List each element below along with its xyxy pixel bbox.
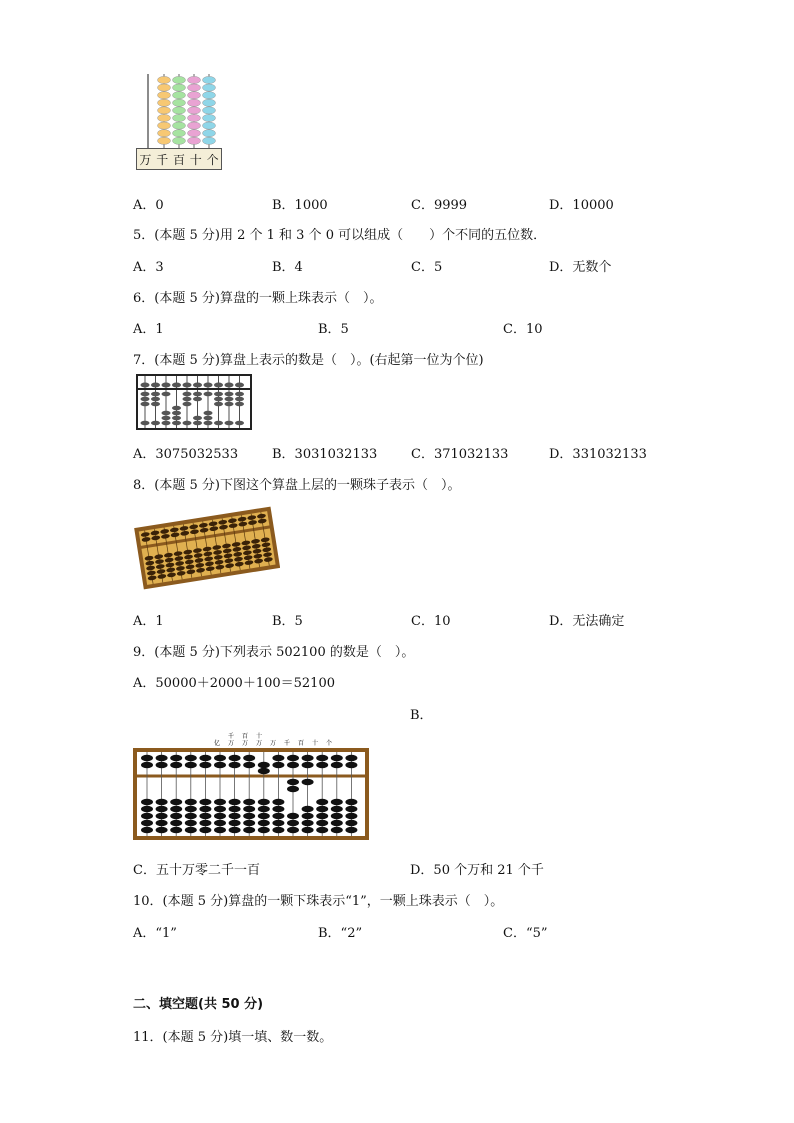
q9-option-d[interactable]: D．50 个万和 21 个千	[410, 863, 544, 878]
abacus-lower-bead	[287, 779, 299, 785]
counter-label-bai: 百	[172, 152, 185, 167]
abacus-lower-bead	[170, 827, 182, 833]
counter-bead	[173, 114, 186, 121]
abacus-lower-bead	[214, 813, 226, 819]
counter-bead	[203, 122, 216, 129]
abacus-lower-bead	[243, 799, 255, 805]
abacus-lower-bead	[272, 827, 284, 833]
counter-bead	[173, 130, 186, 137]
abacus-upper-bead	[151, 383, 160, 388]
abacus-lower-bead	[258, 813, 270, 819]
abacus-upper-bead	[185, 762, 197, 768]
abacus-upper-bead	[229, 755, 241, 761]
q6-stem: 6．(本题 5 分)算盘的一颗上珠表示（ ）。	[133, 291, 383, 306]
abacus-top-label-qian: 千	[227, 733, 235, 740]
abacus-lower-bead	[170, 813, 182, 819]
abacus-label-qian: 千	[283, 740, 291, 747]
counter-bead	[173, 99, 186, 106]
abacus-lower-bead	[272, 820, 284, 826]
abacus-lower-bead	[229, 806, 241, 812]
abacus-lower-bead	[214, 392, 223, 397]
abacus-lower-bead	[258, 827, 270, 833]
abacus-mid-label-wan-2: 万	[241, 740, 249, 747]
counter-bead	[158, 114, 171, 121]
abacus-lower-bead	[258, 820, 270, 826]
abacus-lower-bead	[204, 416, 213, 421]
abacus-lower-bead	[229, 799, 241, 805]
abacus-upper-bead	[170, 762, 182, 768]
abacus-upper-bead	[170, 755, 182, 761]
abacus-upper-bead	[316, 762, 328, 768]
abacus-lower-bead	[193, 421, 202, 426]
q10-stem: 10．(本题 5 分)算盘的一颗下珠表示“1”，一颗上珠表示（ ）。	[133, 894, 504, 909]
abacus-lower-bead	[225, 392, 234, 397]
q4-option-a[interactable]: A．0	[133, 198, 164, 213]
q8-option-a[interactable]: A．1	[133, 614, 164, 629]
abacus-lower-bead	[193, 392, 202, 397]
q7-option-c[interactable]: C．371032133	[411, 447, 509, 462]
abacus-lower-bead	[331, 799, 343, 805]
abacus-lower-bead	[331, 813, 343, 819]
abacus-mid-label-wan-3: 万	[255, 740, 263, 747]
counter-bead	[203, 114, 216, 121]
counter-bead	[158, 122, 171, 129]
q9-option-c[interactable]: C．五十万零二千一百	[133, 863, 260, 878]
abacus-upper-bead	[162, 383, 171, 388]
q7-abacus-image	[136, 374, 256, 432]
counter-bead	[173, 107, 186, 114]
counter-bead	[173, 137, 186, 144]
abacus-lower-bead	[183, 402, 192, 407]
counter-bead	[188, 137, 201, 144]
abacus-lower-bead	[214, 421, 223, 426]
abacus-lower-bead	[229, 827, 241, 833]
q7-option-b[interactable]: B．3031032133	[272, 447, 378, 462]
abacus-lower-bead	[156, 813, 168, 819]
q10-option-a[interactable]: A．“1”	[133, 926, 177, 941]
abacus-lower-bead	[331, 827, 343, 833]
counter-bead	[173, 84, 186, 91]
counter-bead	[203, 76, 216, 83]
abacus-lower-bead	[183, 392, 192, 397]
abacus-lower-bead	[345, 827, 357, 833]
abacus-upper-bead	[199, 755, 211, 761]
abacus-label-ge: 个	[325, 740, 333, 747]
abacus-lower-bead	[214, 806, 226, 812]
q4-option-d[interactable]: D．10000	[549, 198, 614, 213]
abacus-upper-bead	[214, 762, 226, 768]
q10-option-c[interactable]: C．“5”	[503, 926, 548, 941]
abacus-lower-bead	[193, 416, 202, 421]
abacus-upper-bead	[243, 755, 255, 761]
abacus-lower-bead	[272, 813, 284, 819]
counter-bead	[188, 92, 201, 99]
counter-bead	[203, 92, 216, 99]
counter-bead	[158, 130, 171, 137]
counter-bead	[203, 137, 216, 144]
abacus-lower-bead	[331, 806, 343, 812]
abacus-lower-bead	[183, 397, 192, 402]
abacus-upper-bead	[156, 755, 168, 761]
q4-option-c[interactable]: C．9999	[411, 198, 468, 213]
abacus-lower-bead	[272, 806, 284, 812]
abacus-lower-bead	[141, 820, 153, 826]
abacus-lower-bead	[156, 806, 168, 812]
abacus-upper-bead	[287, 755, 299, 761]
q8-stem: 8．(本题 5 分)下图这个算盘上层的一颗珠子表示（ ）。	[133, 478, 461, 493]
abacus-lower-bead	[156, 827, 168, 833]
q11-stem: 11．(本题 5 分)填一填、数一数。	[133, 1030, 333, 1045]
q8-option-b[interactable]: B．5	[272, 614, 303, 629]
abacus-lower-bead	[185, 799, 197, 805]
abacus-upper-bead	[225, 383, 234, 388]
abacus-label-wan: 万	[269, 740, 277, 747]
abacus-upper-bead	[204, 383, 213, 388]
abacus-lower-bead	[172, 416, 181, 421]
counter-bead	[158, 84, 171, 91]
abacus-lower-bead	[199, 799, 211, 805]
abacus-lower-bead	[272, 799, 284, 805]
abacus-lower-bead	[141, 402, 150, 407]
section-2-title: 二、填空题(共 50 分)	[133, 997, 264, 1012]
abacus-lower-bead	[214, 820, 226, 826]
q9-option-b[interactable]: B．	[410, 708, 433, 723]
abacus-upper-bead	[141, 762, 153, 768]
abacus-lower-bead	[214, 397, 223, 402]
abacus-lower-bead	[141, 392, 150, 397]
abacus-upper-bead	[243, 762, 255, 768]
abacus-lower-bead	[204, 411, 213, 416]
abacus-lower-bead	[287, 820, 299, 826]
q6-option-c[interactable]: C．10	[503, 322, 543, 337]
abacus-lower-bead	[287, 813, 299, 819]
abacus-upper-bead	[345, 755, 357, 761]
abacus-lower-bead	[170, 806, 182, 812]
abacus-upper-bead	[229, 762, 241, 768]
q7-stem: 7．(本题 5 分)算盘上表示的数是（ ）。(右起第一位为个位)	[133, 353, 484, 368]
q8-option-c[interactable]: C．10	[411, 614, 451, 629]
abacus-group	[136, 509, 277, 587]
counter-label-box	[136, 148, 222, 170]
abacus-upper-bead	[141, 755, 153, 761]
abacus-lower-bead	[204, 421, 213, 426]
q4-option-b[interactable]: B．1000	[272, 198, 328, 213]
q9-option-a[interactable]: A．50000＋2000＋100＝52100	[133, 676, 335, 691]
counter-label-wan: 万	[139, 152, 152, 167]
q5-option-c[interactable]: C．5	[411, 260, 443, 275]
abacus-upper-bead	[331, 762, 343, 768]
abacus-lower-bead	[162, 411, 171, 416]
abacus-lower-bead	[162, 421, 171, 426]
abacus-lower-bead	[141, 397, 150, 402]
abacus-lower-bead	[345, 813, 357, 819]
counter-label-qian: 千	[156, 152, 169, 167]
abacus-lower-bead	[151, 397, 160, 402]
abacus-upper-bead	[183, 383, 192, 388]
abacus-lower-bead	[151, 421, 160, 426]
abacus-lower-bead	[162, 392, 171, 397]
q9-abacus-image	[133, 730, 369, 840]
counter-bead	[188, 84, 201, 91]
counter-label-shi: 十	[189, 152, 202, 167]
q10-option-b[interactable]: B．“2”	[318, 926, 363, 941]
counter-bead	[158, 76, 171, 83]
abacus-upper-bead	[302, 755, 314, 761]
abacus-lower-bead	[316, 813, 328, 819]
q5-option-b[interactable]: B．4	[272, 260, 303, 275]
abacus-lower-bead	[170, 820, 182, 826]
q8-abacus-image	[134, 503, 280, 591]
abacus-upper-bead	[235, 383, 244, 388]
abacus-upper-bead	[193, 383, 202, 388]
abacus-lower-bead	[193, 397, 202, 402]
abacus-lower-bead	[185, 827, 197, 833]
abacus-lower-bead	[235, 397, 244, 402]
abacus-lower-bead	[258, 806, 270, 812]
abacus-upper-bead	[258, 768, 270, 774]
q5-stem: 5．(本题 5 分)用 2 个 1 和 3 个 0 可以组成（ ）个不同的五位数．	[133, 228, 547, 243]
abacus-lower-bead	[302, 813, 314, 819]
abacus-lower-bead	[287, 786, 299, 792]
abacus-lower-bead	[345, 799, 357, 805]
abacus-upper-bead	[185, 755, 197, 761]
abacus-lower-bead	[199, 806, 211, 812]
counter-bead	[203, 84, 216, 91]
counter-bead	[173, 76, 186, 83]
counter-bead	[203, 107, 216, 114]
abacus-lower-bead	[229, 820, 241, 826]
abacus-label-shi: 十	[311, 740, 319, 747]
abacus-lower-bead	[214, 799, 226, 805]
q7-option-a[interactable]: A．3075032533	[133, 447, 239, 462]
abacus-lower-bead	[172, 411, 181, 416]
abacus-upper-bead	[302, 762, 314, 768]
abacus-lower-bead	[185, 806, 197, 812]
q5-option-a[interactable]: A．3	[133, 260, 164, 275]
abacus-lower-bead	[214, 402, 223, 407]
abacus-lower-bead	[243, 820, 255, 826]
counter-bead	[173, 92, 186, 99]
abacus-upper-bead	[316, 755, 328, 761]
abacus-upper-bead	[141, 383, 150, 388]
abacus-lower-bead	[141, 421, 150, 426]
abacus-lower-bead	[151, 392, 160, 397]
counter-bead	[188, 114, 201, 121]
abacus-lower-bead	[141, 827, 153, 833]
abacus-lower-bead	[172, 406, 181, 411]
q6-option-a[interactable]: A．1	[133, 322, 164, 337]
q9-abacus-figure	[133, 730, 369, 844]
abacus-lower-bead	[185, 813, 197, 819]
abacus-lower-bead	[170, 799, 182, 805]
abacus-lower-bead	[199, 820, 211, 826]
abacus-mid-label-wan-1: 万	[227, 740, 235, 747]
abacus-lower-bead	[141, 806, 153, 812]
q8-option-d[interactable]: D．无法确定	[549, 614, 625, 629]
abacus-lower-bead	[302, 779, 314, 785]
abacus-lower-bead	[316, 827, 328, 833]
q9-stem: 9．(本题 5 分)下列表示 502100 的数是（ ）。	[133, 645, 415, 660]
abacus-lower-bead	[172, 421, 181, 426]
abacus-top-label-shi: 十	[255, 733, 263, 740]
abacus-lower-bead	[316, 806, 328, 812]
abacus-upper-bead	[199, 762, 211, 768]
counter-bead	[173, 122, 186, 129]
abacus-lower-bead	[225, 421, 234, 426]
counter-bead	[203, 130, 216, 137]
q6-option-b[interactable]: B．5	[318, 322, 349, 337]
abacus-lower-bead	[229, 813, 241, 819]
abacus-lower-bead	[235, 421, 244, 426]
abacus-upper-bead	[287, 762, 299, 768]
counting-frame-figure	[136, 72, 222, 172]
counter-bead	[188, 76, 201, 83]
abacus-lower-bead	[243, 827, 255, 833]
abacus-upper-bead	[272, 755, 284, 761]
abacus-lower-bead	[235, 402, 244, 407]
abacus-lower-bead	[258, 799, 270, 805]
abacus-lower-bead	[316, 820, 328, 826]
counter-bead	[188, 99, 201, 106]
abacus-upper-bead	[214, 383, 223, 388]
abacus-upper-bead	[172, 383, 181, 388]
abacus-lower-bead	[141, 799, 153, 805]
abacus-lower-bead	[243, 806, 255, 812]
abacus-lower-bead	[185, 820, 197, 826]
abacus-upper-bead	[156, 762, 168, 768]
q7-option-d[interactable]: D．331032133	[549, 447, 647, 462]
abacus-lower-bead	[287, 827, 299, 833]
counter-bead	[203, 99, 216, 106]
abacus-lower-bead	[243, 813, 255, 819]
abacus-lower-bead	[156, 799, 168, 805]
abacus-label-yi: 亿	[213, 740, 221, 747]
abacus-lower-bead	[331, 820, 343, 826]
abacus-lower-bead	[235, 392, 244, 397]
q7-abacus-figure	[136, 374, 256, 436]
counter-bead	[158, 107, 171, 114]
abacus-upper-bead	[214, 755, 226, 761]
abacus-lower-bead	[225, 402, 234, 407]
abacus-lower-bead	[156, 820, 168, 826]
abacus-upper-bead	[345, 762, 357, 768]
abacus-label-bai: 百	[297, 740, 305, 747]
abacus-lower-bead	[162, 416, 171, 421]
abacus-lower-bead	[151, 402, 160, 407]
abacus-lower-bead	[225, 397, 234, 402]
q5-option-d[interactable]: D．无数个	[549, 260, 612, 275]
q8-abacus-figure	[134, 503, 280, 595]
counter-bead	[158, 92, 171, 99]
abacus-lower-bead	[199, 827, 211, 833]
abacus-lower-bead	[214, 827, 226, 833]
abacus-lower-bead	[204, 392, 213, 397]
abacus-lower-bead	[302, 806, 314, 812]
counter-bead	[158, 137, 171, 144]
abacus-top-label-bai: 百	[241, 733, 249, 740]
counter-bead	[188, 122, 201, 129]
abacus-lower-bead	[199, 813, 211, 819]
abacus-lower-bead	[345, 820, 357, 826]
abacus-lower-bead	[302, 820, 314, 826]
abacus-upper-bead	[258, 762, 270, 768]
counter-bead	[188, 107, 201, 114]
counter-label-ge: 个	[206, 152, 219, 167]
abacus-lower-bead	[141, 813, 153, 819]
counter-bead	[158, 99, 171, 106]
abacus-lower-bead	[183, 421, 192, 426]
abacus-lower-bead	[316, 799, 328, 805]
abacus-upper-bead	[272, 762, 284, 768]
abacus-lower-bead	[302, 827, 314, 833]
abacus-lower-bead	[345, 806, 357, 812]
abacus-upper-bead	[331, 755, 343, 761]
counter-bead	[188, 130, 201, 137]
